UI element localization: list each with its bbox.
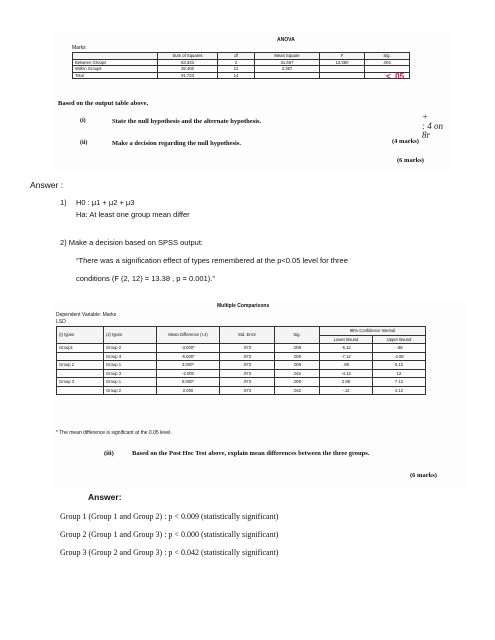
question-text: State the null hypothesis and the alternate hypothesis.: [112, 118, 262, 125]
mc-header-cell: Mean Difference (I-J): [157, 327, 220, 344]
question-number: (ii): [80, 140, 88, 146]
anova-header-cell: F: [320, 53, 365, 60]
table-row: [57, 378, 426, 387]
mc-method: LSD: [56, 319, 66, 325]
table-cell: 7.12: [373, 378, 426, 387]
table-row: [57, 352, 426, 361]
table-cell: [255, 72, 320, 79]
table-row: [57, 361, 426, 370]
decision-intro: 2) Make a decision based on SPSS output:: [60, 238, 204, 247]
answer-item-number: 1): [60, 198, 67, 207]
question-text: Make a decision regarding the null hypothesis.: [112, 140, 241, 147]
table-cell: .042: [275, 386, 320, 395]
anova-dependent-label: Marks: [72, 45, 86, 51]
mc-header-cell: Sig.: [275, 327, 320, 344]
table-cell: 3.000*: [157, 361, 220, 370]
anova-table: [72, 52, 410, 79]
table-cell: 4.12: [373, 386, 426, 395]
table-cell: 13.380: [320, 59, 365, 66]
mc-title: Multiple Comparisons: [217, 303, 270, 309]
table-cell: 5.000*: [157, 378, 220, 387]
anova-header-cell: Sum of Squares: [158, 53, 218, 60]
anova-title: ANOVA: [277, 37, 295, 43]
handwritten-note: [422, 113, 452, 140]
table-cell: Group 1: [104, 378, 157, 387]
table-cell: Group1: [57, 344, 104, 353]
table-cell: 63.333: [158, 59, 218, 66]
answer-line: Group 2 (Group 1 and Group 3) : p < 0.000 (statistically significant): [60, 530, 279, 539]
handwritten-note-line: +: [422, 112, 429, 122]
table-cell: [57, 352, 104, 361]
table-cell: .000: [275, 352, 320, 361]
decision-quote-line: conditions (F (2, 12) = 13.38 , p = 0.001).”: [76, 274, 215, 283]
table-cell: Group 2: [104, 386, 157, 395]
table-cell: .973: [220, 344, 275, 353]
table-cell: [320, 72, 365, 79]
anova-header-cell: Sig.: [365, 53, 410, 60]
table-cell: .009: [275, 361, 320, 370]
mc-header-row: [57, 327, 426, 336]
table-cell: Total: [73, 72, 158, 79]
table-row: [57, 369, 426, 378]
table-cell: -2.000: [157, 369, 220, 378]
question-marks: (4 marks): [392, 138, 419, 145]
table-row: [57, 386, 426, 395]
table-cell: Group 2: [104, 344, 157, 353]
table-cell: .973: [220, 386, 275, 395]
answer-line: Group 1 (Group 1 and Group 2) : p < 0.009 (statistically significant): [60, 512, 279, 521]
table-cell: .973: [220, 361, 275, 370]
table-cell: -2.88: [373, 352, 426, 361]
table-cell: Group 1: [104, 361, 157, 370]
table-cell: [57, 369, 104, 378]
table-cell: -.88: [373, 344, 426, 353]
anova-header-cell: df: [218, 53, 255, 60]
mc-header-cell: (J) types: [104, 327, 157, 344]
mc-dependent-variable: Dependent Variable: Marks: [56, 312, 117, 318]
table-cell: .000: [275, 378, 320, 387]
question-text: Based on the Post Hoc Test above, explain mean differences between the three groups.: [132, 450, 370, 457]
table-cell: -7.12: [320, 352, 373, 361]
table-cell: 2.88: [320, 378, 373, 387]
null-hypothesis: H0 : μ1 + μ2 + μ3: [76, 198, 135, 207]
mc-header-cell: Lower Bound: [320, 335, 373, 344]
mc-ci-header: 95% Confidence Interval: [320, 327, 426, 336]
question-intro: Based on the output table above,: [58, 100, 149, 107]
question-number: (iii): [104, 450, 114, 457]
mc-header-cell: Upper Bound: [373, 335, 426, 344]
question-marks: (6 marks): [397, 157, 424, 164]
table-cell: [57, 386, 104, 395]
mc-header-cell: Std. Error: [220, 327, 275, 344]
handwritten-significance-note: < .05: [386, 72, 405, 81]
table-cell: 2: [218, 59, 255, 66]
answer-line: Group 3 (Group 2 and Group 3) : p < 0.042 (statistically significant): [60, 548, 279, 557]
table-cell: -4.12: [320, 369, 373, 378]
answer-label: Answer:: [88, 492, 122, 502]
mc-header-cell: (I) types: [57, 327, 104, 344]
table-row: [73, 72, 410, 79]
table-cell: .973: [220, 352, 275, 361]
table-cell: .973: [220, 378, 275, 387]
question-number: (i): [80, 118, 86, 124]
table-cell: 12: [218, 66, 255, 73]
table-cell: Between Groups: [73, 59, 158, 66]
mc-table: [56, 326, 426, 395]
table-cell: 28.400: [158, 66, 218, 73]
table-cell: -3.000*: [157, 344, 220, 353]
table-cell: 5.12: [373, 361, 426, 370]
handwritten-note-line: : 4 on 8r: [422, 121, 443, 140]
table-cell: Group 3: [57, 378, 104, 387]
table-cell: Group 3: [104, 352, 157, 361]
table-cell: .001: [365, 59, 410, 66]
table-cell: 14: [218, 72, 255, 79]
answer-label: Answer :: [30, 180, 64, 190]
table-cell: 2.000: [157, 386, 220, 395]
table-cell: .973: [220, 369, 275, 378]
mc-footnote: * The mean difference is significant at the 0.05 level.: [56, 430, 172, 436]
anova-scan: [52, 30, 452, 173]
table-cell: Group 3: [104, 369, 157, 378]
table-row: [57, 344, 426, 353]
table-cell: .009: [275, 344, 320, 353]
table-cell: -5.12: [320, 344, 373, 353]
anova-header-cell: Mean Square: [255, 53, 320, 60]
table-cell: -5.000*: [157, 352, 220, 361]
table-cell: Group 2: [57, 361, 104, 370]
multiple-comparisons-scan: [52, 300, 467, 490]
question-marks: (6 marks): [410, 472, 437, 479]
decision-quote-line: “There was a signification effect of types remembered at the p<0.05 level for three: [76, 256, 348, 265]
table-cell: -.12: [320, 386, 373, 395]
table-cell: 91.733: [158, 72, 218, 79]
table-cell: 12: [373, 369, 426, 378]
alternate-hypothesis: Ha: At least one group mean differ: [76, 210, 190, 219]
table-cell: 31.667: [255, 59, 320, 66]
table-cell: .042: [275, 369, 320, 378]
table-cell: 2.367: [255, 66, 320, 73]
table-cell: .88: [320, 361, 373, 370]
table-cell: Within Groups: [73, 66, 158, 73]
